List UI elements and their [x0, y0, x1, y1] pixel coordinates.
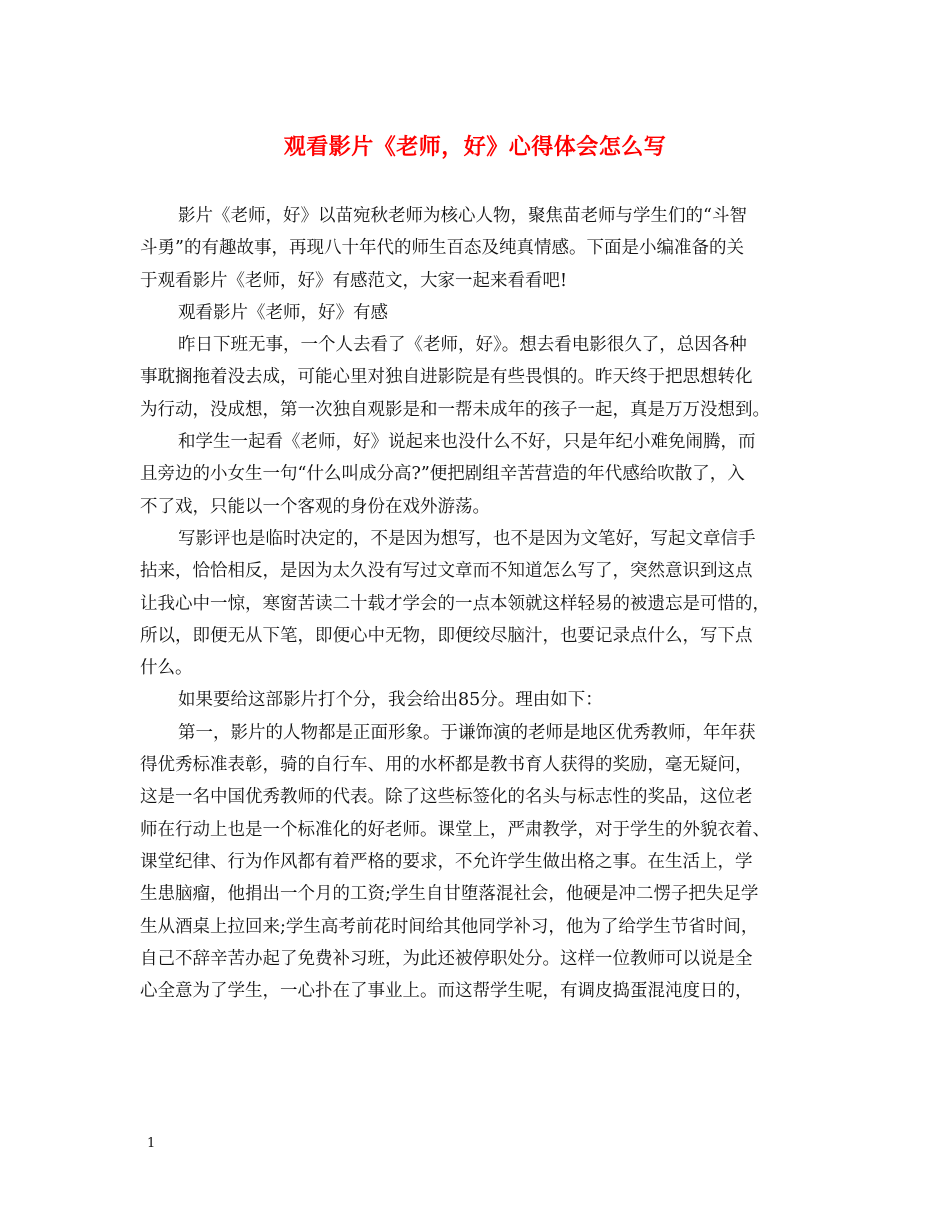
paragraph-line: 生从酒桌上拉回来;学生高考前花时间给其他同学补习，他为了给学生节省时间， — [140, 916, 759, 937]
paragraph-line: 得优秀标准表彰，骑的自行车、用的水杯都是教书育人获得的奖励，毫无疑问， — [140, 755, 753, 776]
paragraph-line: 为行动，没成想，第一次独自观影是和一帮未成年的孩子一起，真是万万没想到。 — [140, 399, 770, 420]
document-body — [140, 200, 812, 1007]
paragraph-line: 生患脑瘤，他捐出一个月的工资;学生自甘堕落混社会，他硬是冲二愣子把失足学 — [140, 884, 759, 905]
paragraph-line: 影片《老师，好》以苗宛秋老师为核心人物，聚焦苗老师与学生们的“斗智 — [178, 206, 747, 226]
paragraph-line: 和学生一起看《老师，好》说起来也没什么不好，只是年纪小难免闹腾，而 — [178, 432, 756, 453]
paragraph-line: 斗勇”的有趣故事，再现八十年代的师生百态及纯真情感。下面是小编准备的关 — [140, 238, 744, 259]
paragraph-line: 让我心中一惊，寒窗苦读二十载才学会的一点本领就这样轻易的被遗忘是可惜的， — [140, 593, 770, 614]
paragraph-line: 且旁边的小女生一句“什么叫成分高?”便把剧组辛苦营造的年代感给吹散了，入 — [140, 464, 745, 485]
page-number: 1 — [147, 1136, 156, 1151]
paragraph-line: 昨日下班无事，一个人去看了《老师，好》。想去看电影很久了，总因各种 — [178, 335, 747, 356]
paragraph-line: 第一，影片的人物都是正面形象。于谦饰演的老师是地区优秀教师，年年获 — [178, 722, 756, 743]
section-heading: 观看影片《老师，好》有感 — [178, 302, 388, 323]
paragraph-line: 于观看影片《老师，好》有感范文，大家一起来看看吧! — [140, 270, 568, 291]
paragraph-line: 拈来，恰恰相反，是因为太久没有写过文章而不知道怎么写了，突然意识到这点 — [140, 561, 753, 582]
paragraph-line: 自己不辞辛苦办起了免费补习班，为此还被停职处分。这样一位教师可以说是全 — [140, 948, 753, 969]
paragraph-line: 写影评也是临时决定的，不是因为想写，也不是因为文笔好，写起文章信手 — [178, 528, 756, 549]
paragraph-line: 如果要给这部影片打个分，我会给出85分。理由如下： — [178, 690, 603, 711]
paragraph-line: 课堂纪律、行为作风都有着严格的要求，不允许学生做出格之事。在生活上，学 — [140, 851, 753, 872]
document-title: 观看影片《老师，好》心得体会怎么写 — [283, 134, 667, 160]
paragraph-line: 心全意为了学生，一心扑在了事业上。而这帮学生呢，有调皮捣蛋混沌度日的， — [140, 981, 753, 1002]
paragraph-line: 不了戏，只能以一个客观的身份在戏外游荡。 — [140, 496, 490, 517]
paragraph-line: 师在行动上也是一个标准化的好老师。课堂上，严肃教学，对于学生的外貌衣着、 — [140, 819, 770, 840]
paragraph-line: 这是一名中国优秀教师的代表。除了这些标签化的名头与标志性的奖品，这位老 — [140, 787, 753, 808]
paragraph-line: 什么。 — [140, 658, 193, 679]
paragraph-line: 事耽搁拖着没去成，可能心里对独自进影院是有些畏惧的。昨天终于把思想转化 — [140, 367, 753, 388]
paragraph-line: 所以，即便无从下笔，即便心中无物，即便绞尽脑汁，也要记录点什么，写下点 — [140, 625, 753, 646]
